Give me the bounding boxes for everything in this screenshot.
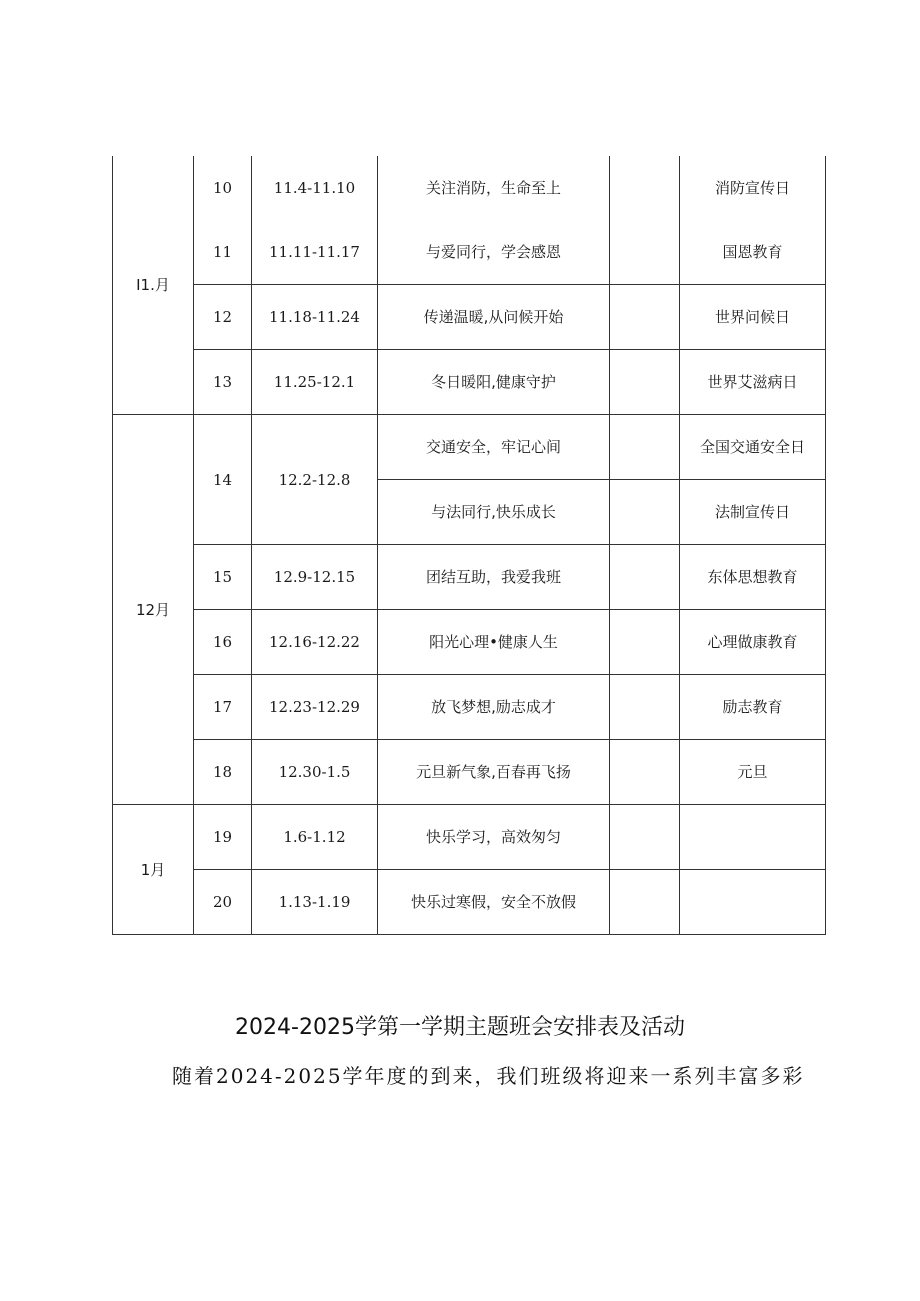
theme-cell: 快乐学习，高效匆匀	[378, 805, 610, 870]
table-row	[113, 285, 826, 350]
blank-cell	[610, 350, 680, 415]
note-cell: 励志教育	[680, 675, 826, 740]
blank-cell	[610, 740, 680, 805]
note-cell: 世界问候日	[680, 285, 826, 350]
table-row	[113, 350, 826, 415]
note-cell: 元旦	[680, 740, 826, 805]
theme-cell: 元旦新气象,百春再飞扬	[378, 740, 610, 805]
note-cell: 世界艾滋病日	[680, 350, 826, 415]
blank-cell	[610, 285, 680, 350]
theme-cell: 阳光心理•健康人生	[378, 610, 610, 675]
date-cell: 11.25-12.1	[252, 350, 378, 415]
table-row	[113, 545, 826, 610]
blank-cell	[610, 415, 680, 480]
page-title: 2024-2025学第一学期主题班会安排表及活动	[235, 1015, 685, 1040]
date-cell: 12.23-12.29	[252, 675, 378, 740]
note-cell: 法制宣传日	[680, 480, 826, 545]
table-row	[113, 220, 826, 285]
week-cell: 19	[194, 805, 252, 870]
table-row	[113, 870, 826, 935]
blank-cell	[610, 156, 680, 220]
note-cell: 国恩教育	[680, 220, 826, 285]
theme-cell: 与法同行,快乐成长	[378, 480, 610, 545]
note-cell: 消防宣传日	[680, 156, 826, 220]
blank-cell	[610, 870, 680, 935]
theme-cell: 团结互助，我爱我班	[378, 545, 610, 610]
week-cell: 16	[194, 610, 252, 675]
theme-cell: 交通安全，牢记心间	[378, 415, 610, 480]
blank-cell	[610, 675, 680, 740]
note-cell: 心理做康教育	[680, 610, 826, 675]
table-row	[113, 740, 826, 805]
month-cell: 12月	[113, 415, 194, 805]
date-cell: 12.2-12.8	[252, 415, 378, 545]
date-cell: 1.6-1.12	[252, 805, 378, 870]
blank-cell	[610, 610, 680, 675]
note-cell: 东体思想教育	[680, 545, 826, 610]
date-cell: 11.4-11.10	[252, 156, 378, 220]
blank-cell	[610, 480, 680, 545]
date-cell: 11.11-11.17	[252, 220, 378, 285]
schedule-table	[112, 156, 826, 935]
week-cell: 18	[194, 740, 252, 805]
note-cell: 全国交通安全日	[680, 415, 826, 480]
intro-paragraph: 随着2024-2025学年度的到来，我们班级将迎来一系列丰富多彩	[172, 1064, 805, 1088]
theme-cell: 与爱同行，学会感恩	[378, 220, 610, 285]
week-cell: 13	[194, 350, 252, 415]
week-cell: 10	[194, 156, 252, 220]
week-cell: 15	[194, 545, 252, 610]
week-cell: 11	[194, 220, 252, 285]
table-row	[113, 675, 826, 740]
note-cell	[680, 805, 826, 870]
theme-cell: 快乐过寒假，安全不放假	[378, 870, 610, 935]
week-cell: 20	[194, 870, 252, 935]
note-cell	[680, 870, 826, 935]
week-cell: 12	[194, 285, 252, 350]
date-cell: 12.30-1.5	[252, 740, 378, 805]
date-cell: 11.18-11.24	[252, 285, 378, 350]
month-cell: I1.月	[113, 156, 194, 415]
table-row	[113, 156, 826, 220]
theme-cell: 关注消防，生命至上	[378, 156, 610, 220]
table-row	[113, 415, 826, 480]
date-cell: 12.9-12.15	[252, 545, 378, 610]
date-cell: 12.16-12.22	[252, 610, 378, 675]
blank-cell	[610, 220, 680, 285]
theme-cell: 放飞梦想,励志成才	[378, 675, 610, 740]
month-cell: 1月	[113, 805, 194, 935]
date-cell: 1.13-1.19	[252, 870, 378, 935]
blank-cell	[610, 545, 680, 610]
blank-cell	[610, 805, 680, 870]
table-row	[113, 610, 826, 675]
week-cell: 17	[194, 675, 252, 740]
week-cell: 14	[194, 415, 252, 545]
theme-cell: 传递温暖,从问候开始	[378, 285, 610, 350]
table-row	[113, 805, 826, 870]
theme-cell: 冬日暖阳,健康守护	[378, 350, 610, 415]
